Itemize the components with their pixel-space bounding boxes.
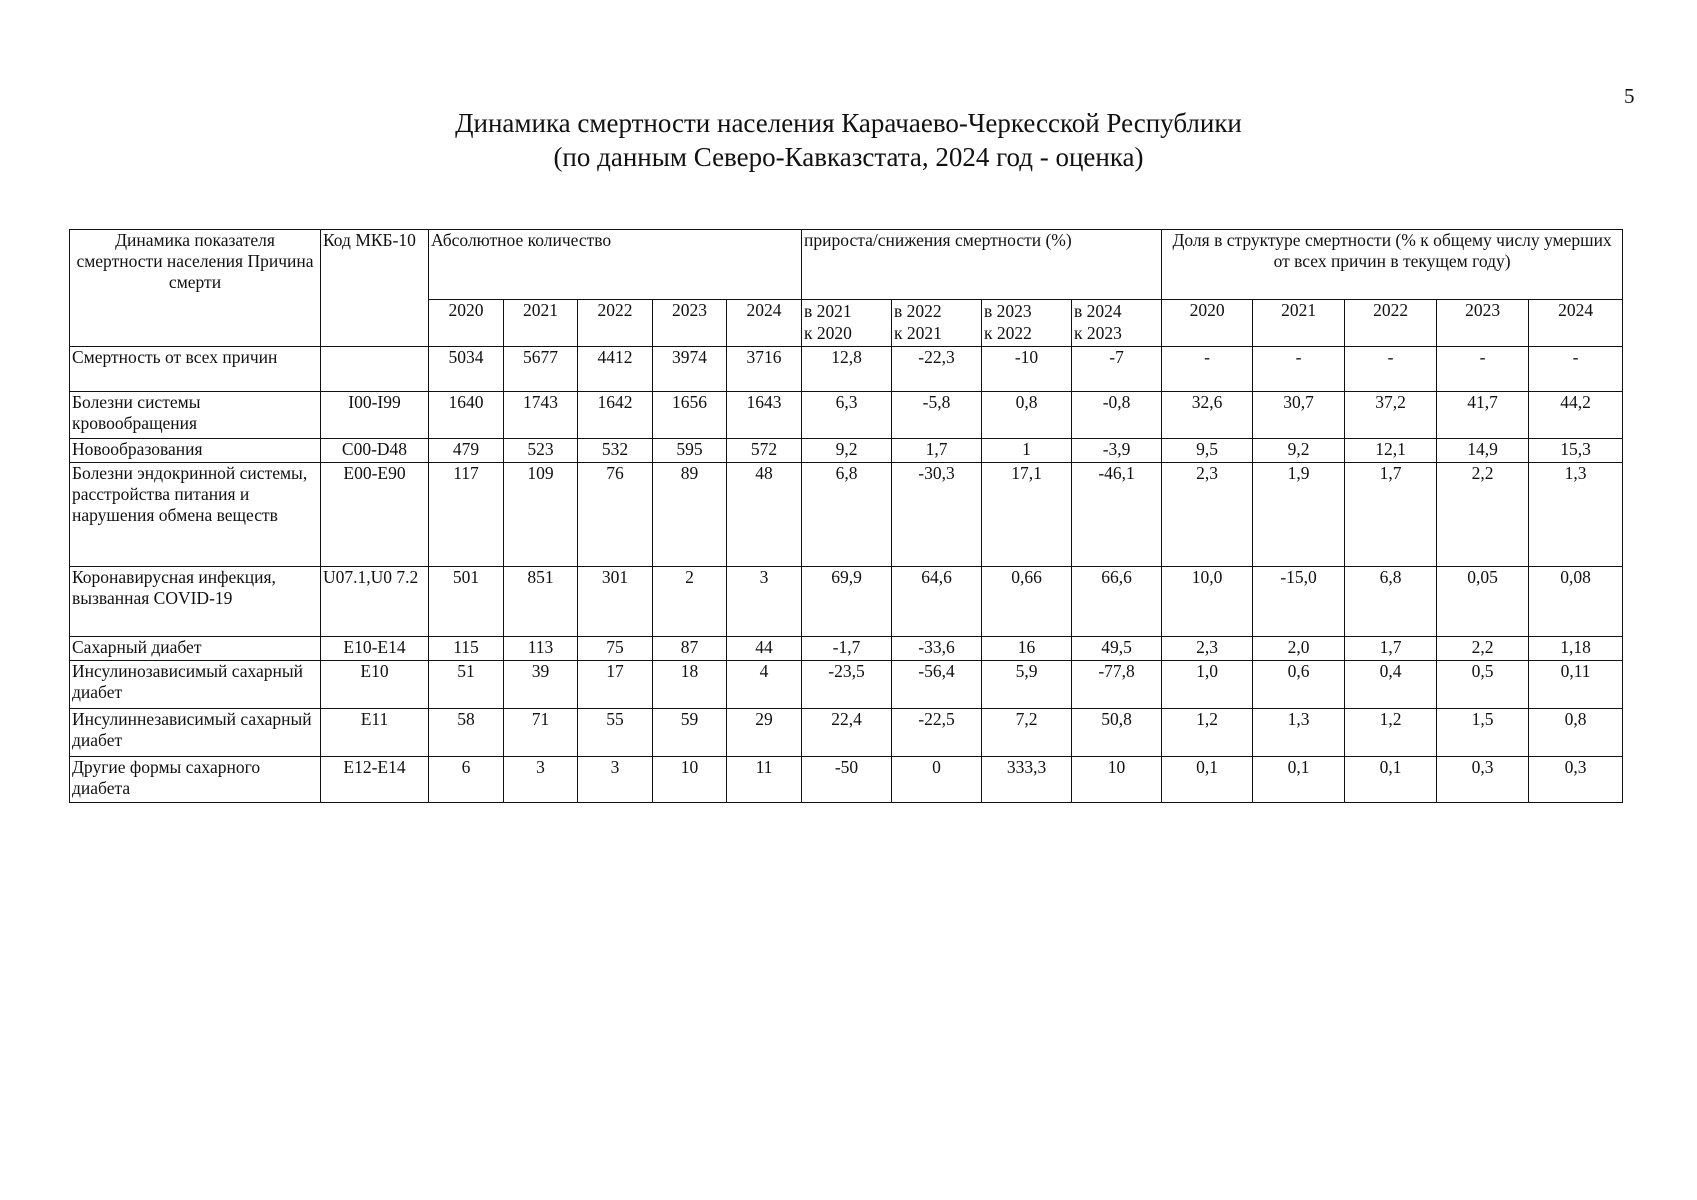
absolute-value-cell: 1640 [429, 392, 504, 439]
share-value-cell: 2,3 [1162, 463, 1253, 567]
table-row [70, 637, 1623, 661]
growth-value-cell: 22,4 [802, 709, 892, 757]
absolute-value-cell: 3 [504, 757, 578, 803]
absolute-value-cell: 5677 [504, 347, 578, 392]
growth-value-cell: 333,3 [982, 757, 1072, 803]
absolute-value-cell: 595 [653, 439, 727, 463]
absolute-value-cell: 71 [504, 709, 578, 757]
period-line-2: к 2020 [804, 323, 852, 343]
share-year-header: 2024 [1529, 300, 1623, 347]
title-line-2: (по данным Северо-Кавказстата, 2024 год - оценка) [553, 142, 1144, 172]
absolute-value-cell: 59 [653, 709, 727, 757]
absolute-value-cell: 55 [578, 709, 653, 757]
year-header: 2023 [653, 300, 727, 347]
share-value-cell: 0,8 [1529, 709, 1623, 757]
period-header [982, 300, 1072, 347]
growth-value-cell: -7 [1072, 347, 1162, 392]
absolute-value-cell: 87 [653, 637, 727, 661]
table-body [70, 347, 1623, 803]
growth-value-cell: 0 [892, 757, 982, 803]
table-row [70, 439, 1623, 463]
absolute-value-cell: 117 [429, 463, 504, 567]
absolute-value-cell: 51 [429, 661, 504, 709]
period-line-2: к 2023 [1074, 323, 1122, 343]
share-value-cell: 2,2 [1437, 463, 1529, 567]
share-value-cell: 1,7 [1345, 463, 1437, 567]
growth-value-cell: 1,7 [892, 439, 982, 463]
share-value-cell: 9,5 [1162, 439, 1253, 463]
growth-value-cell: 5,9 [982, 661, 1072, 709]
cause-cell: Коронавирусная инфекция, вызванная COVID-19 [70, 567, 321, 637]
icd-code-cell: C00-D48 [321, 439, 429, 463]
share-value-cell: 0,3 [1529, 757, 1623, 803]
share-value-cell: 0,5 [1437, 661, 1529, 709]
growth-value-cell: 10 [1072, 757, 1162, 803]
icd-code-cell: I00-I99 [321, 392, 429, 439]
year-header: 2022 [578, 300, 653, 347]
growth-value-cell: 12,8 [802, 347, 892, 392]
header-code: Код МКБ-10 [321, 230, 429, 347]
share-value-cell: 1,9 [1253, 463, 1345, 567]
share-year-header: 2020 [1162, 300, 1253, 347]
share-value-cell: 37,2 [1345, 392, 1437, 439]
icd-code-cell [321, 347, 429, 392]
growth-value-cell: 17,1 [982, 463, 1072, 567]
share-value-cell: 9,2 [1253, 439, 1345, 463]
icd-code-cell: E12-E14 [321, 757, 429, 803]
absolute-value-cell: 18 [653, 661, 727, 709]
header-cause: Динамика показателя смертности населения Причина смерти [70, 230, 321, 347]
absolute-value-cell: 75 [578, 637, 653, 661]
icd-code-cell: E10 [321, 661, 429, 709]
absolute-value-cell: 39 [504, 661, 578, 709]
share-value-cell: 1,18 [1529, 637, 1623, 661]
cause-cell: Инсулинозависимый сахарный диабет [70, 661, 321, 709]
absolute-value-cell: 3716 [727, 347, 802, 392]
absolute-value-cell: 851 [504, 567, 578, 637]
growth-value-cell: 69,9 [802, 567, 892, 637]
share-value-cell: - [1253, 347, 1345, 392]
share-value-cell: - [1345, 347, 1437, 392]
absolute-value-cell: 115 [429, 637, 504, 661]
table-row [70, 757, 1623, 803]
header-growth [802, 230, 1162, 300]
growth-value-cell: -22,3 [892, 347, 982, 392]
year-header: 2024 [727, 300, 802, 347]
absolute-value-cell: 48 [727, 463, 802, 567]
growth-value-cell: -5,8 [892, 392, 982, 439]
cause-cell: Болезни эндокринной системы, расстройства питания и нарушения обмена веществ [70, 463, 321, 567]
table-row [70, 463, 1623, 567]
absolute-value-cell: 3974 [653, 347, 727, 392]
share-value-cell: 2,0 [1253, 637, 1345, 661]
page-title [0, 106, 1697, 174]
share-value-cell: 1,3 [1253, 709, 1345, 757]
absolute-value-cell: 479 [429, 439, 504, 463]
share-value-cell: 12,1 [1345, 439, 1437, 463]
share-value-cell: 1,5 [1437, 709, 1529, 757]
table-row [70, 347, 1623, 392]
year-header: 2020 [429, 300, 504, 347]
growth-value-cell: -0,8 [1072, 392, 1162, 439]
absolute-value-cell: 4412 [578, 347, 653, 392]
absolute-value-cell: 5034 [429, 347, 504, 392]
share-value-cell: 10,0 [1162, 567, 1253, 637]
growth-value-cell: 6,3 [802, 392, 892, 439]
period-header [892, 300, 982, 347]
period-header [802, 300, 892, 347]
cause-cell: Другие формы сахарного диабета [70, 757, 321, 803]
header-growth-text: прироста/снижения смертности (%) [804, 230, 1072, 250]
share-year-header: 2022 [1345, 300, 1437, 347]
header-share: Доля в структуре смертности (% к общему числу умерших от всех причин в текущем году) [1162, 230, 1623, 300]
absolute-value-cell: 11 [727, 757, 802, 803]
absolute-value-cell: 76 [578, 463, 653, 567]
growth-value-cell: 64,6 [892, 567, 982, 637]
share-value-cell: 0,05 [1437, 567, 1529, 637]
growth-value-cell: -23,5 [802, 661, 892, 709]
absolute-value-cell: 1743 [504, 392, 578, 439]
growth-value-cell: 1 [982, 439, 1072, 463]
share-value-cell: 0,1 [1162, 757, 1253, 803]
absolute-value-cell: 523 [504, 439, 578, 463]
share-value-cell: 0,08 [1529, 567, 1623, 637]
share-value-cell: 41,7 [1437, 392, 1529, 439]
cause-cell: Новообразования [70, 439, 321, 463]
growth-value-cell: -33,6 [892, 637, 982, 661]
growth-value-cell: -10 [982, 347, 1072, 392]
share-value-cell: 1,7 [1345, 637, 1437, 661]
icd-code-cell: E00-E90 [321, 463, 429, 567]
share-value-cell: 1,0 [1162, 661, 1253, 709]
growth-value-cell: -3,9 [1072, 439, 1162, 463]
share-value-cell: 0,3 [1437, 757, 1529, 803]
absolute-value-cell: 113 [504, 637, 578, 661]
growth-value-cell: 66,6 [1072, 567, 1162, 637]
cause-cell: Сахарный диабет [70, 637, 321, 661]
cause-cell: Инсулиннезависимый сахарный диабет [70, 709, 321, 757]
share-year-header: 2021 [1253, 300, 1345, 347]
period-line-2: к 2021 [894, 323, 942, 343]
header-absolute: Абсолютное количество [429, 230, 802, 300]
table-row [70, 567, 1623, 637]
growth-value-cell: 6,8 [802, 463, 892, 567]
growth-value-cell: 7,2 [982, 709, 1072, 757]
share-value-cell: 0,1 [1253, 757, 1345, 803]
year-header: 2021 [504, 300, 578, 347]
period-line-1: в 2021 [804, 301, 852, 321]
absolute-value-cell: 6 [429, 757, 504, 803]
share-value-cell: 1,3 [1529, 463, 1623, 567]
table-row [70, 392, 1623, 439]
absolute-value-cell: 1656 [653, 392, 727, 439]
cause-cell: Смертность от всех причин [70, 347, 321, 392]
absolute-value-cell: 3 [578, 757, 653, 803]
absolute-value-cell: 17 [578, 661, 653, 709]
cause-cell: Болезни системы кровообращения [70, 392, 321, 439]
share-value-cell: 0,11 [1529, 661, 1623, 709]
absolute-value-cell: 109 [504, 463, 578, 567]
icd-code-cell: E10-E14 [321, 637, 429, 661]
absolute-value-cell: 572 [727, 439, 802, 463]
share-value-cell: 30,7 [1253, 392, 1345, 439]
growth-value-cell: -56,4 [892, 661, 982, 709]
absolute-value-cell: 89 [653, 463, 727, 567]
growth-value-cell: 9,2 [802, 439, 892, 463]
absolute-value-cell: 532 [578, 439, 653, 463]
growth-value-cell: -30,3 [892, 463, 982, 567]
share-value-cell: 14,9 [1437, 439, 1529, 463]
period-header [1072, 300, 1162, 347]
growth-value-cell: 50,8 [1072, 709, 1162, 757]
absolute-value-cell: 3 [727, 567, 802, 637]
growth-value-cell: -46,1 [1072, 463, 1162, 567]
share-year-header: 2023 [1437, 300, 1529, 347]
table-row [70, 661, 1623, 709]
absolute-value-cell: 501 [429, 567, 504, 637]
page-number: 5 [1624, 84, 1635, 108]
share-value-cell: 0,1 [1345, 757, 1437, 803]
share-value-cell: - [1162, 347, 1253, 392]
absolute-value-cell: 44 [727, 637, 802, 661]
growth-value-cell: 0,8 [982, 392, 1072, 439]
share-value-cell: - [1529, 347, 1623, 392]
period-line-2: к 2022 [984, 323, 1032, 343]
growth-value-cell: 0,66 [982, 567, 1072, 637]
growth-value-cell: -1,7 [802, 637, 892, 661]
absolute-value-cell: 4 [727, 661, 802, 709]
table-row [70, 709, 1623, 757]
icd-code-text: U07.1,U0 7.2 [323, 567, 419, 587]
share-value-cell: 2,3 [1162, 637, 1253, 661]
share-value-cell: 32,6 [1162, 392, 1253, 439]
absolute-value-cell: 2 [653, 567, 727, 637]
share-value-cell: 2,2 [1437, 637, 1529, 661]
growth-value-cell: 49,5 [1072, 637, 1162, 661]
title-line-1: Динамика смертности населения Карачаево-Черкесской Республики [455, 108, 1242, 138]
absolute-value-cell: 301 [578, 567, 653, 637]
growth-value-cell: -22,5 [892, 709, 982, 757]
share-value-cell: 0,4 [1345, 661, 1437, 709]
absolute-value-cell: 29 [727, 709, 802, 757]
absolute-value-cell: 1642 [578, 392, 653, 439]
icd-code-cell: E11 [321, 709, 429, 757]
share-value-cell: -15,0 [1253, 567, 1345, 637]
period-line-1: в 2022 [894, 301, 942, 321]
icd-code-cell [321, 567, 429, 637]
share-value-cell: 1,2 [1345, 709, 1437, 757]
absolute-value-cell: 10 [653, 757, 727, 803]
growth-value-cell: 16 [982, 637, 1072, 661]
share-value-cell: - [1437, 347, 1529, 392]
absolute-value-cell: 58 [429, 709, 504, 757]
period-line-1: в 2023 [984, 301, 1032, 321]
mortality-table [69, 229, 1623, 803]
period-line-1: в 2024 [1074, 301, 1122, 321]
share-value-cell: 0,6 [1253, 661, 1345, 709]
share-value-cell: 44,2 [1529, 392, 1623, 439]
absolute-value-cell: 1643 [727, 392, 802, 439]
share-value-cell: 6,8 [1345, 567, 1437, 637]
growth-value-cell: -77,8 [1072, 661, 1162, 709]
share-value-cell: 15,3 [1529, 439, 1623, 463]
share-value-cell: 1,2 [1162, 709, 1253, 757]
growth-value-cell: -50 [802, 757, 892, 803]
